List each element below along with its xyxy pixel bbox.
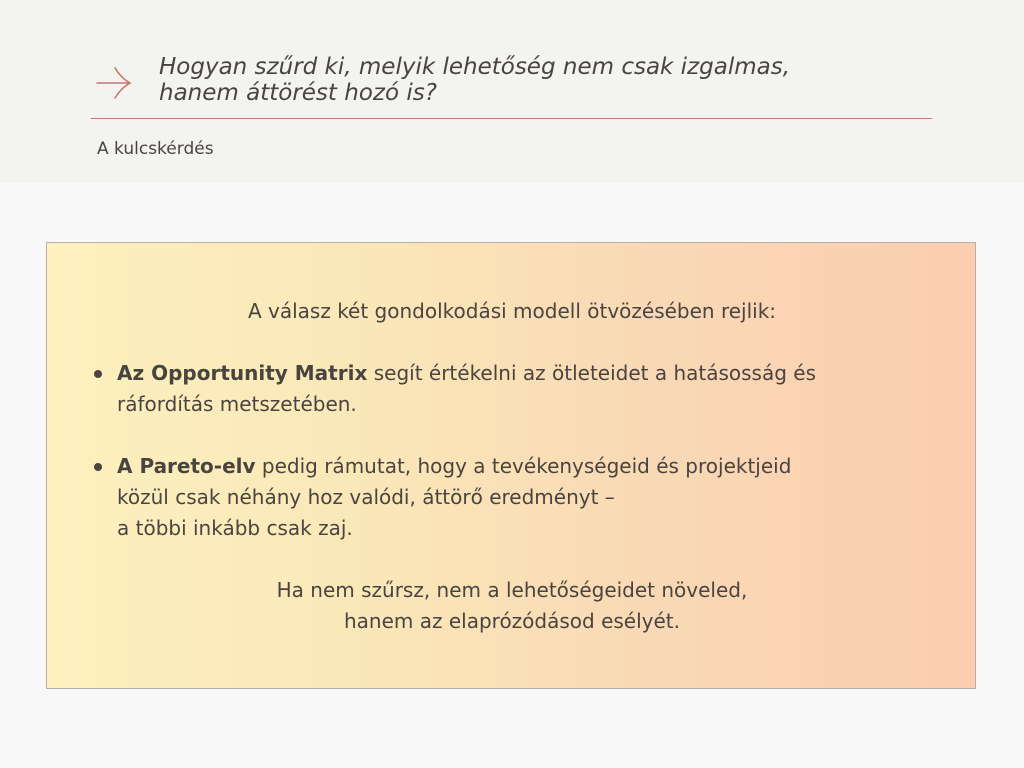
header-divider — [91, 118, 932, 119]
bullet-line-1 — [117, 451, 911, 482]
model-list — [91, 358, 911, 575]
closing-line-2: hanem az elaprózódásod esélyét. — [343, 609, 680, 633]
bullet-line-1 — [117, 358, 911, 389]
bullet-dot-icon — [94, 463, 102, 471]
bullet-term: Az Opportunity Matrix — [117, 361, 368, 385]
list-item-opportunity-matrix — [91, 358, 911, 420]
intro-text: A válasz két gondolkodási modell ötvözésében rejlik: — [247, 299, 777, 323]
section-label: A kulcskérdés — [97, 139, 214, 159]
bullet-line-2: közül csak néhány hoz valódi, áttörő eredményt – — [117, 485, 615, 509]
header-section — [0, 0, 1024, 183]
bullet-text: pedig rámutat, hogy a tevékenységeid és projektjeid — [255, 454, 792, 478]
closing-statement — [47, 575, 977, 637]
key-question-line-1: Hogyan szűrd ki, melyik lehetőség nem csak izgalmas, — [159, 54, 791, 80]
closing-line-1: Ha nem szűrsz, nem a lehetőségeidet növeled, — [276, 578, 748, 602]
bullet-line-2: ráfordítás metszetében. — [117, 392, 357, 416]
list-item-pareto — [91, 451, 911, 544]
bullet-term: A Pareto-elv — [117, 454, 256, 478]
answer-card — [46, 242, 976, 689]
bullet-text: segít értékelni az ötleteidet a hatásosság és — [367, 361, 817, 385]
key-question — [159, 54, 790, 106]
key-question-line-2: hanem áttörést hozó is? — [159, 80, 437, 106]
bullet-dot-icon — [94, 370, 102, 378]
bullet-line-3: a többi inkább csak zaj. — [117, 516, 353, 540]
arrow-right-icon — [95, 64, 133, 102]
